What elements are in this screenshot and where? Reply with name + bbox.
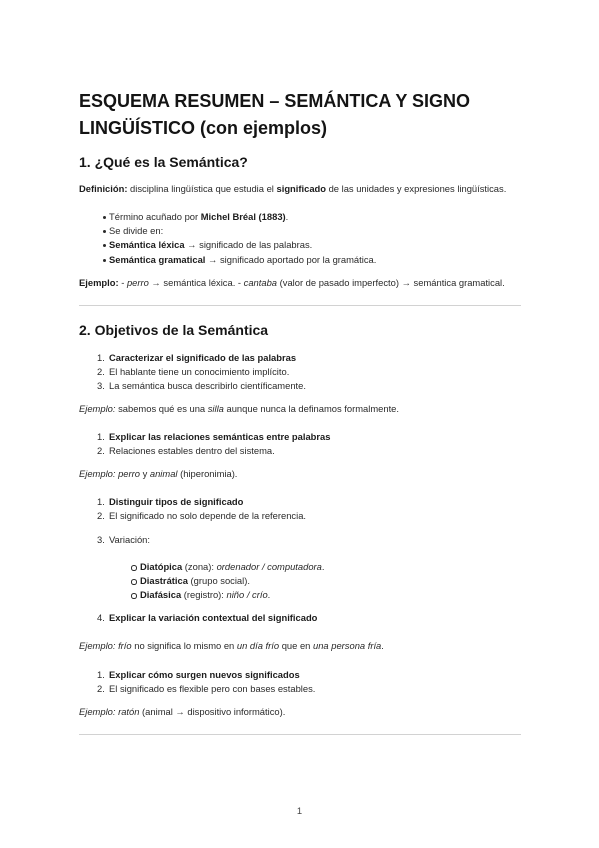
- example-text: y: [139, 468, 150, 479]
- sub-bullet-item: [131, 588, 270, 602]
- variation-example: niño / crío: [226, 589, 268, 600]
- bullet-item: [103, 253, 376, 267]
- item-text: Variación:: [109, 534, 150, 545]
- sub-bullet-item: [131, 560, 324, 574]
- item-text: El significado es flexible pero con bases estables.: [109, 683, 316, 694]
- document-title: ESQUEMA RESUMEN – SEMÁNTICA Y SIGNO LINGÜÍSTICO (con ejemplos): [79, 91, 471, 138]
- item-text: El hablante tiene un conocimiento implícito.: [109, 366, 290, 377]
- circle-bullet-icon: [131, 588, 140, 602]
- example-paragraph: [79, 467, 237, 481]
- example-text: → semántica léxica. -: [148, 277, 244, 288]
- item-text: Distinguir tipos de significado: [109, 496, 244, 507]
- variation-example: ordenador / computadora: [216, 561, 322, 572]
- ordered-item: [97, 379, 306, 393]
- example-label: Ejemplo:: [79, 277, 119, 288]
- circle-bullet-icon: [131, 574, 140, 588]
- page-number: 1: [296, 805, 303, 816]
- bullet-text: .: [285, 211, 289, 222]
- example-word: silla: [207, 403, 224, 414]
- definition-paragraph: [79, 182, 506, 196]
- example-text: sabemos qué es una: [115, 403, 208, 414]
- definition-text: disciplina lingüística que estudia el: [127, 183, 277, 194]
- variation-text: .: [267, 589, 271, 600]
- section-heading: 2. Objetivos de la Semántica: [79, 322, 269, 338]
- ordered-item: [97, 365, 289, 379]
- ordered-item: [97, 682, 315, 696]
- ordered-item: [97, 351, 296, 365]
- bullet-text: → significado de las palabras.: [184, 239, 313, 250]
- example-text: que en: [279, 640, 313, 651]
- example-text: (hiperonimia).: [177, 468, 238, 479]
- sub-bullet-item: [131, 574, 250, 588]
- item-number: 2.: [97, 510, 105, 521]
- item-number: 3.: [97, 534, 105, 545]
- ordered-item: [97, 444, 275, 458]
- example-label: Ejemplo: perro: [79, 468, 140, 479]
- example-paragraph: [79, 276, 505, 290]
- bullet-item: [103, 238, 312, 252]
- bullet-icon: [103, 210, 109, 224]
- item-number: 1.: [97, 352, 105, 363]
- bullet-term: Semántica léxica: [109, 239, 185, 250]
- variation-text: (zona):: [182, 561, 217, 572]
- section-heading: 1. ¿Qué es la Semántica?: [79, 154, 248, 170]
- example-word: un día frío: [236, 640, 280, 651]
- example-text: no significa lo mismo en: [131, 640, 237, 651]
- example-label: Ejemplo:: [79, 403, 116, 414]
- bullet-text: → significado aportado por la gramática.: [205, 254, 377, 265]
- item-text: Explicar las relaciones semánticas entre palabras: [109, 431, 331, 442]
- definition-text: de las unidades y expresiones lingüísticas.: [325, 183, 507, 194]
- example-paragraph: [79, 639, 384, 653]
- section-divider: [79, 734, 521, 735]
- example-word: cantaba: [243, 277, 278, 288]
- example-word: perro: [126, 277, 149, 288]
- bullet-item: [103, 210, 288, 224]
- ordered-item: [97, 611, 317, 625]
- item-text: Explicar cómo surgen nuevos significados: [109, 669, 300, 680]
- item-text: Explicar la variación contextual del significado: [109, 612, 318, 623]
- example-text: (animal → dispositivo informático).: [139, 706, 286, 717]
- bullet-term: Michel Bréal (1883): [200, 211, 286, 222]
- item-number: 3.: [97, 380, 105, 391]
- bullet-item: [103, 224, 163, 238]
- example-text: (valor de pasado imperfecto) → semántica gramatical.: [277, 277, 505, 288]
- ordered-item: [97, 495, 243, 509]
- variation-term: Diastrática: [140, 575, 188, 586]
- example-label: Ejemplo: frío: [79, 640, 132, 651]
- item-number: 2.: [97, 683, 105, 694]
- ordered-item: [97, 430, 330, 444]
- bullet-text: Se divide en:: [109, 225, 164, 236]
- bullet-icon: [103, 238, 109, 252]
- item-number: 1.: [97, 496, 105, 507]
- example-word: una persona fría: [313, 640, 382, 651]
- circle-bullet-icon: [131, 560, 140, 574]
- section-divider: [79, 305, 521, 306]
- variation-text: (grupo social).: [187, 575, 250, 586]
- item-number: 2.: [97, 445, 105, 456]
- item-text: Relaciones estables dentro del sistema.: [109, 445, 275, 456]
- example-label: Ejemplo: ratón: [79, 706, 140, 717]
- item-number: 4.: [97, 612, 105, 623]
- example-text: aunque nunca la definamos formalmente.: [223, 403, 399, 414]
- variation-term: Diafásica: [140, 589, 182, 600]
- bullet-text: Término acuñado por: [109, 211, 201, 222]
- item-text: La semántica busca describirlo científicamente.: [109, 380, 306, 391]
- item-number: 2.: [97, 366, 105, 377]
- item-number: 1.: [97, 669, 105, 680]
- example-text: .: [381, 640, 384, 651]
- example-paragraph: [79, 402, 399, 416]
- variation-term: Diatópica: [140, 561, 183, 572]
- variation-text: .: [321, 561, 325, 572]
- bullet-icon: [103, 253, 109, 267]
- ordered-item: [97, 509, 306, 523]
- bullet-term: Semántica gramatical: [109, 254, 206, 265]
- variation-text: (registro):: [181, 589, 227, 600]
- definition-term: significado: [276, 183, 326, 194]
- example-word: animal: [149, 468, 178, 479]
- item-text: El significado no solo depende de la referencia.: [109, 510, 307, 521]
- ordered-item: [97, 668, 300, 682]
- bullet-icon: [103, 224, 109, 238]
- item-text: Caracterizar el significado de las palabras: [109, 352, 297, 363]
- definition-label: Definición:: [79, 183, 128, 194]
- example-paragraph: [79, 705, 285, 719]
- item-number: 1.: [97, 431, 105, 442]
- example-text: -: [118, 277, 127, 288]
- ordered-item: [97, 533, 150, 547]
